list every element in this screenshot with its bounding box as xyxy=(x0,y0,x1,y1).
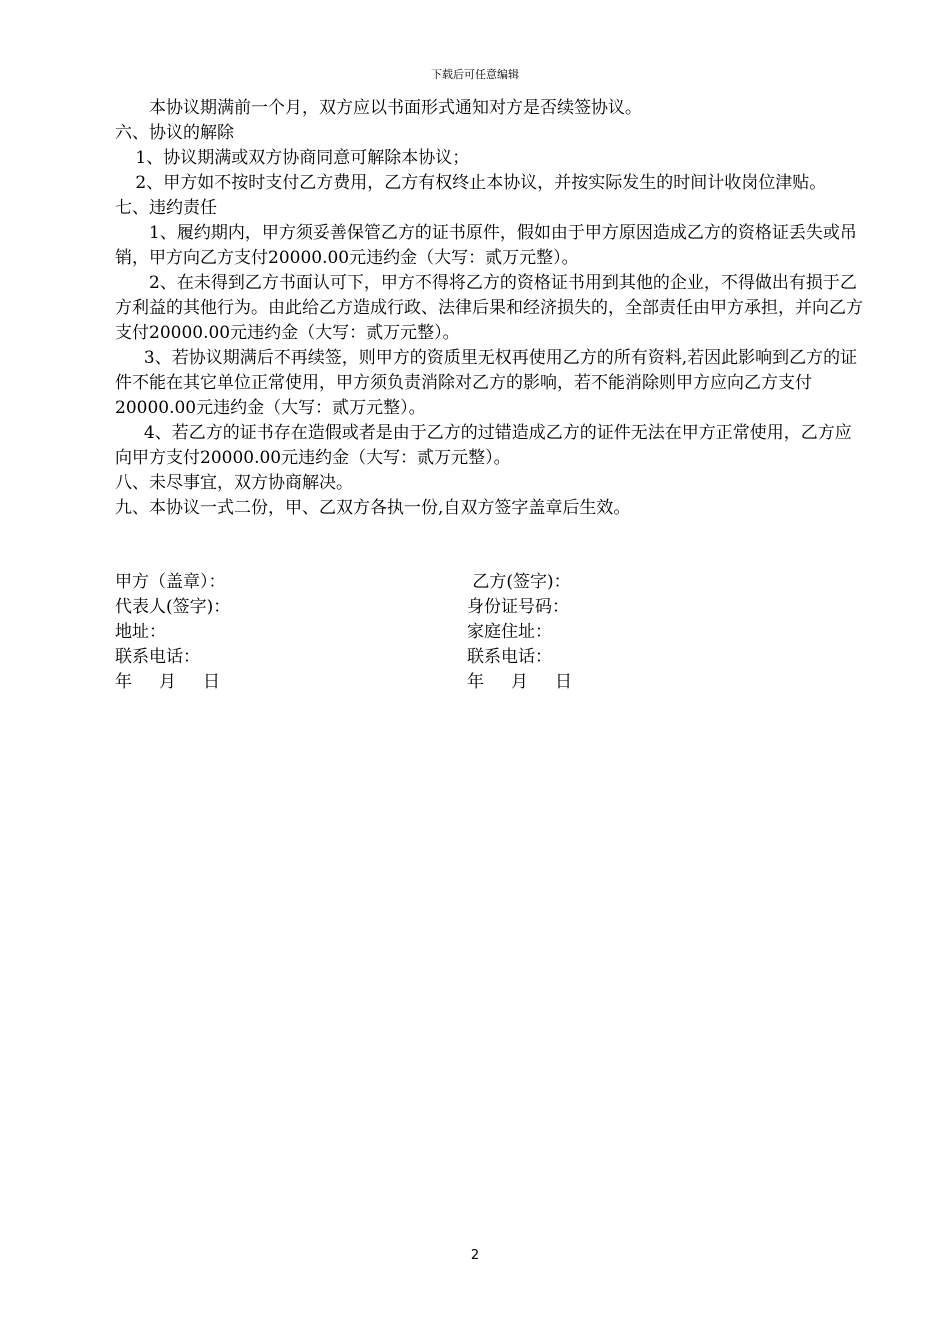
party-b-field: 乙方(签字)： xyxy=(467,572,571,592)
party-a-field: 地址： xyxy=(115,622,166,642)
signature-row xyxy=(115,645,865,670)
party-a-field: 代表人(签字)： xyxy=(115,597,231,617)
signature-row xyxy=(115,595,865,620)
page-header: 下载后可任意编辑 xyxy=(431,68,519,81)
party-a-field: 甲方（盖章）： xyxy=(115,572,226,592)
paragraph: 七、违约责任 xyxy=(115,198,217,218)
paragraph: 八、未尽事宜，双方协商解决。 xyxy=(115,473,353,493)
paragraph: 九、本协议一式二份，甲、乙双方各执一份,自双方签字盖章后生效。 xyxy=(115,498,631,518)
party-a-field: 年 月 日 xyxy=(115,672,221,692)
signature-row xyxy=(115,570,865,595)
party-b-field: 联系电话： xyxy=(467,647,552,667)
paragraph: 1、履约期内，甲方须妥善保管乙方的证书原件，假如由于甲方原因造成乙方的资格证丢失或吊销，甲方向乙方支付20000.00元违约金（大写：贰万元整）。 xyxy=(115,223,857,268)
paragraph: 2、甲方如不按时支付乙方费用，乙方有权终止本协议，并按实际发生的时间计收岗位津贴。 xyxy=(135,173,827,193)
party-b-field: 家庭住址： xyxy=(467,622,552,642)
page-number: 2 xyxy=(470,1248,480,1263)
paragraph: 2、在未得到乙方书面认可下，甲方不得将乙方的资格证书用到其他的企业，不得做出有损于乙方利益的其他行为。由此给乙方造成行政、法律后果和经济损失的，全部责任由甲方承担，并向乙方支付20000.00元违约金（大写：贰万元整）。 xyxy=(115,273,863,343)
signature-block xyxy=(115,570,865,695)
document-body xyxy=(115,96,865,521)
paragraph: 本协议期满前一个月，双方应以书面形式通知对方是否续签协议。 xyxy=(149,98,642,118)
paragraph: 1、协议期满或双方协商同意可解除本协议； xyxy=(135,148,470,168)
paragraph: 4、若乙方的证书存在造假或者是由于乙方的过错造成乙方的证件无法在甲方正常使用，乙方应向甲方支付20000.00元违约金（大写：贰万元整）。 xyxy=(115,423,852,468)
signature-row xyxy=(115,670,865,695)
party-b-field: 身份证号码： xyxy=(467,597,569,617)
paragraph: 六、协议的解除 xyxy=(115,123,234,143)
party-b-field: 年 月 日 xyxy=(467,672,573,692)
party-a-field: 联系电话： xyxy=(115,647,200,667)
paragraph: 3、若协议期满后不再续签，则甲方的资质里无权再使用乙方的所有资料,若因此影响到乙方的证件不能在其它单位正常使用，甲方须负责消除对乙方的影响，若不能消除则甲方应向乙方支付20000.00元违约金（大写：贰万元整）。 xyxy=(115,348,858,418)
signature-row xyxy=(115,620,865,645)
